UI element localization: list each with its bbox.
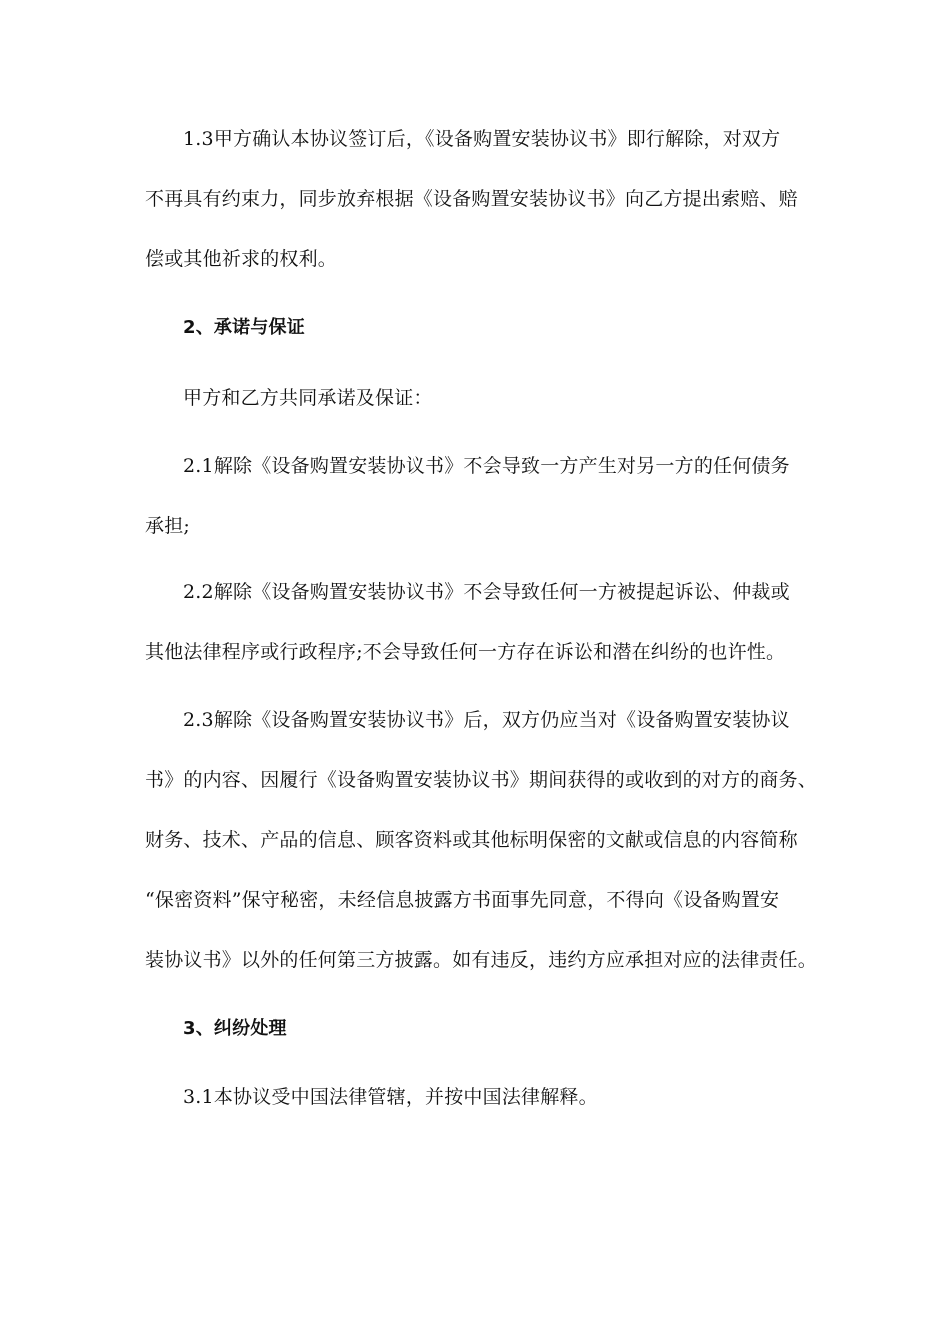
clause-2-1-line-2: 承担;	[145, 515, 191, 537]
clause-1-3-line-3: 偿或其他祈求的权利。	[145, 248, 338, 270]
clause-2-3-line-3: 财务、技术、产品的信息、顾客资料或其他标明保密的文献或信息的内容简称	[145, 829, 798, 851]
clause-1-3-line-2: 不再具有约束力，同步放弃根据《设备购置安装协议书》向乙方提出索赔、赔	[145, 188, 798, 210]
clause-1-3-line-1: 1.3甲方确认本协议签订后，《设备购置安装协议书》即行解除，对双方	[183, 128, 781, 150]
section-2-intro: 甲方和乙方共同承诺及保证：	[183, 387, 433, 409]
clause-2-3-line-1: 2.3解除《设备购置安装协议书》后，双方仍应当对《设备购置安装协议	[183, 709, 790, 731]
clause-2-1-line-1: 2.1解除《设备购置安装协议书》不会导致一方产生对另一方的任何债务	[183, 455, 790, 477]
clause-2-3-line-5: 装协议书》以外的任何第三方披露。如有违反，违约方应承担对应的法律责任。	[145, 949, 818, 971]
clause-2-2-line-2: 其他法律程序或行政程序;不会导致任何一方存在诉讼和潜在纠纷的也许性。	[145, 641, 786, 663]
clause-3-1-line-1: 3.1本协议受中国法律管辖，并按中国法律解释。	[183, 1086, 598, 1108]
clause-2-2-line-1: 2.2解除《设备购置安装协议书》不会导致任何一方被提起诉讼、仲裁或	[183, 581, 790, 603]
section-2-heading: 2、承诺与保证	[183, 317, 305, 338]
clause-2-3-line-2: 书》的内容、因履行《设备购置安装协议书》期间获得的或收到的对方的商务、	[145, 769, 818, 791]
section-3-heading: 3、纠纷处理	[183, 1018, 287, 1039]
clause-2-3-line-4: “保密资料”保守秘密，未经信息披露方书面事先同意，不得向《设备购置安	[145, 889, 780, 911]
